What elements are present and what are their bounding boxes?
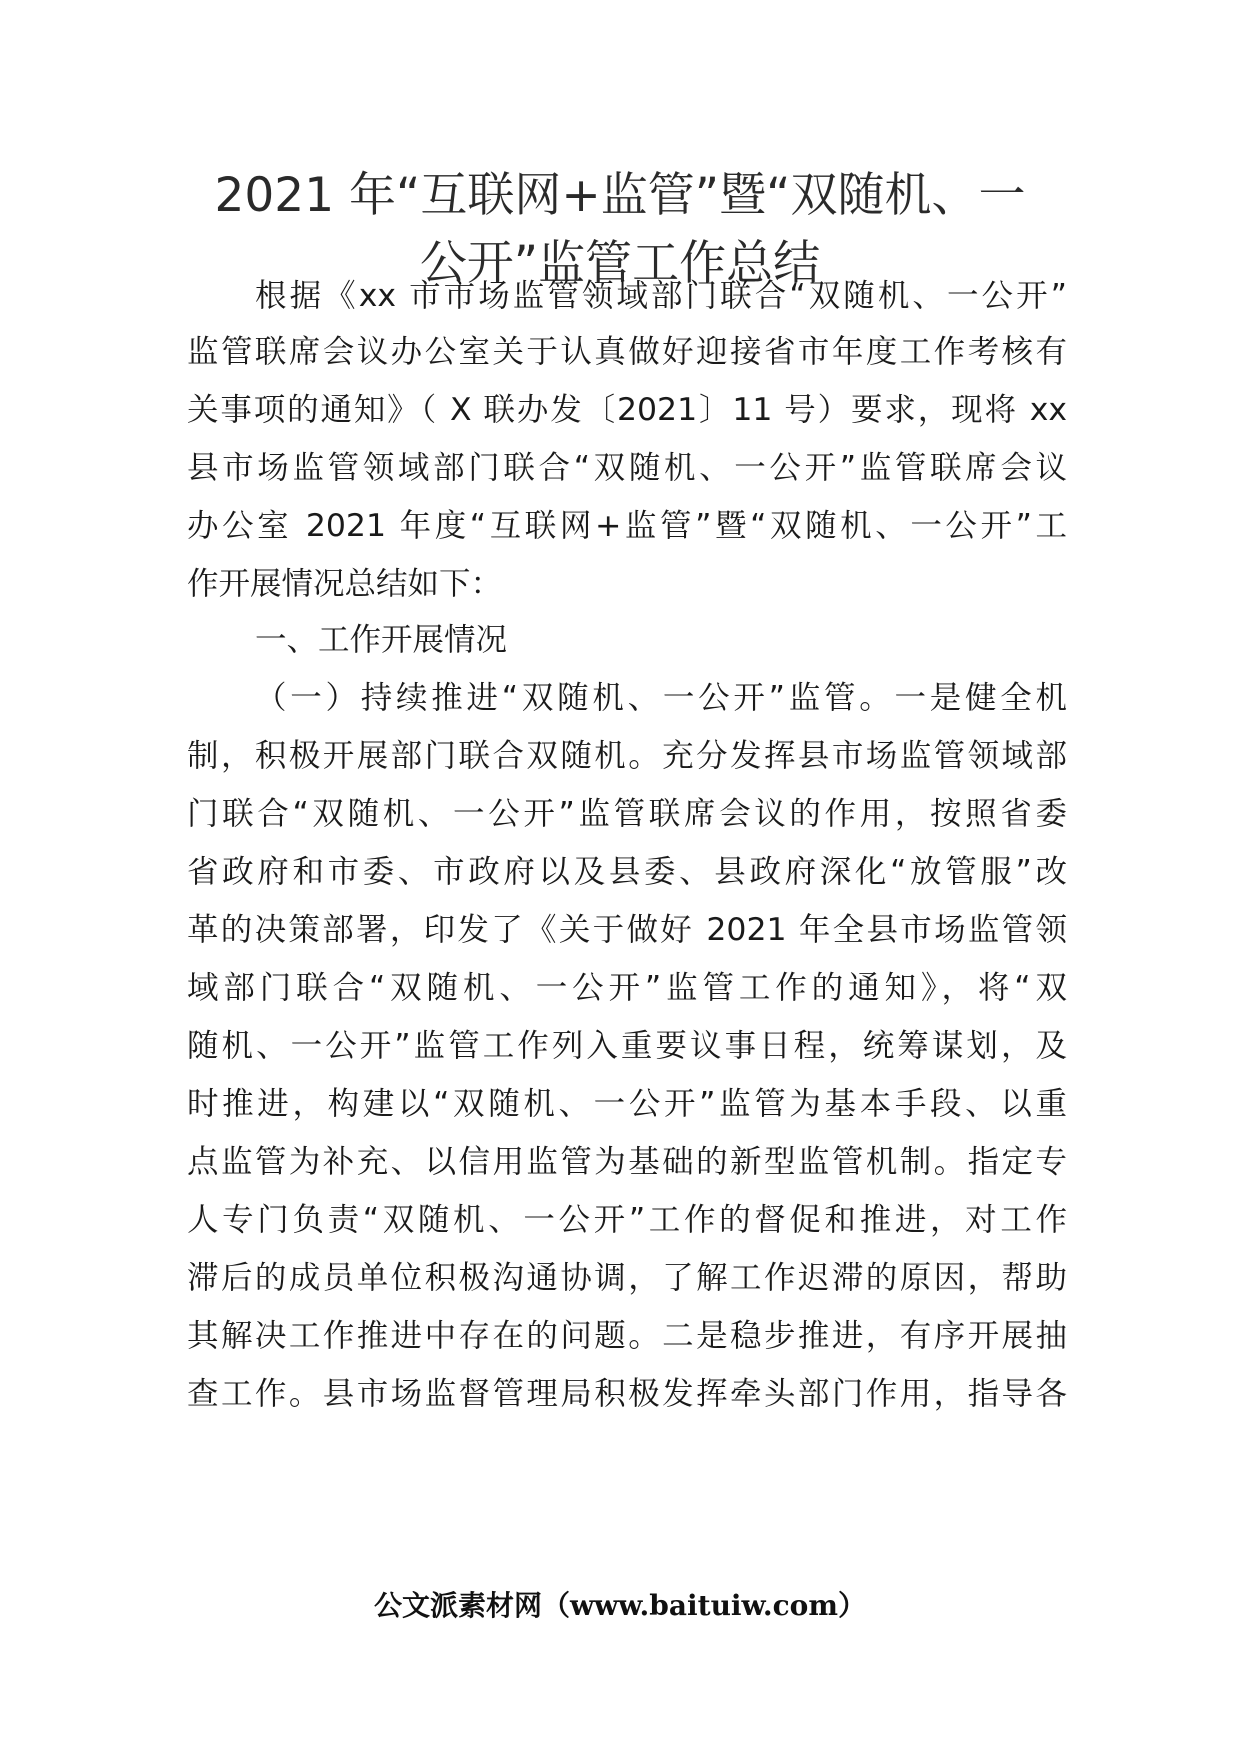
section-heading: 一、工作开展情况 bbox=[255, 622, 508, 658]
body-line-2: 制，积极开展部门联合双随机。充分发挥县市场监管领域部 bbox=[187, 738, 1067, 774]
body-line-3: 门联合“双随机、一公开”监管联席会议的作用，按照省委 bbox=[187, 796, 1067, 832]
body-line-8: 时推进，构建以“双随机、一公开”监管为基本手段、以重 bbox=[187, 1086, 1067, 1122]
intro-line-3: 关事项的通知》（ X 联办发〔2021〕11 号）要求，现将 xx bbox=[187, 392, 1067, 428]
document-title-line-2: 公开”监管工作总结 bbox=[419, 236, 821, 291]
body-line-10: 人专门负责“双随机、一公开”工作的督促和推进，对工作 bbox=[187, 1202, 1067, 1238]
body-line-9: 点监管为补充、以信用监管为基础的新型监管机制。指定专 bbox=[187, 1144, 1067, 1180]
document-title-line-1: 2021 年“互联网+监管”暨“双随机、一 bbox=[214, 168, 1026, 223]
intro-line-6: 作开展情况总结如下： bbox=[187, 566, 503, 602]
body-line-1: （一）持续推进“双随机、一公开”监管。一是健全机 bbox=[255, 680, 1067, 716]
body-line-6: 域部门联合“双随机、一公开”监管工作的通知》，将“双 bbox=[187, 970, 1067, 1006]
footer-watermark: 公文派素材网（www.baituiw.com） bbox=[374, 1589, 866, 1622]
body-line-12: 其解决工作推进中存在的问题。二是稳步推进，有序开展抽 bbox=[187, 1318, 1067, 1354]
intro-line-1: 根据《xx 市市场监管领域部门联合“双随机、一公开” bbox=[255, 278, 1067, 314]
body-line-13: 查工作。县市场监督管理局积极发挥牵头部门作用，指导各 bbox=[187, 1376, 1067, 1412]
intro-line-5: 办公室 2021 年度“互联网+监管”暨“双随机、一公开”工 bbox=[187, 508, 1067, 544]
intro-line-2: 监管联席会议办公室关于认真做好迎接省市年度工作考核有 bbox=[187, 334, 1067, 370]
intro-line-4: 县市场监管领域部门联合“双随机、一公开”监管联席会议 bbox=[187, 450, 1067, 486]
body-line-5: 革的决策部署，印发了《关于做好 2021 年全县市场监管领 bbox=[187, 912, 1067, 948]
body-line-7: 随机、一公开”监管工作列入重要议事日程，统筹谋划，及 bbox=[187, 1028, 1067, 1064]
body-line-4: 省政府和市委、市政府以及县委、县政府深化“放管服”改 bbox=[187, 854, 1067, 890]
body-line-11: 滞后的成员单位积极沟通协调，了解工作迟滞的原因，帮助 bbox=[187, 1260, 1067, 1296]
